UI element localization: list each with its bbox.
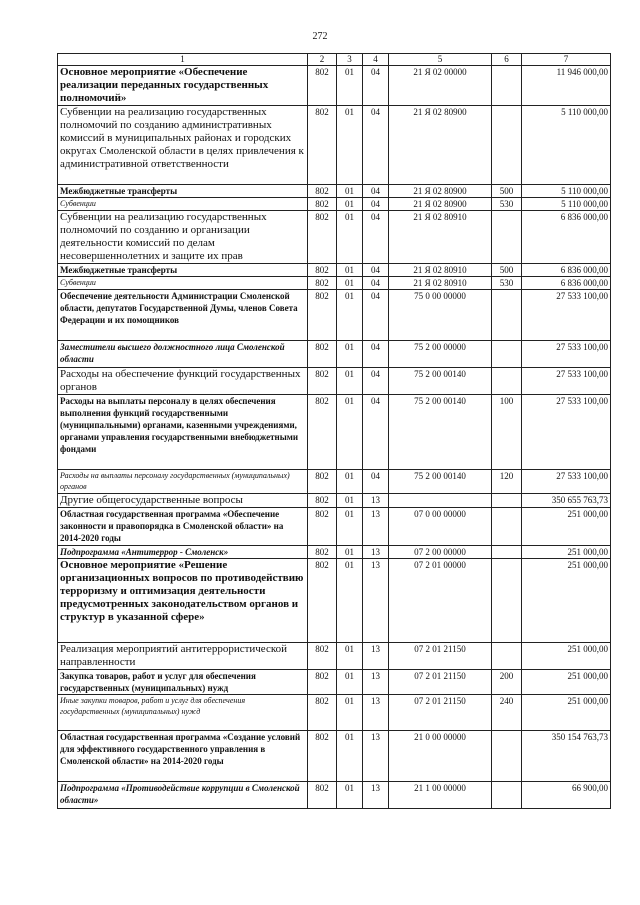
cell-target-item: 21 Я 02 80900	[389, 198, 492, 211]
cell-expense-type: 240	[492, 695, 522, 731]
cell-section: 01	[337, 731, 363, 782]
table-row	[58, 731, 611, 782]
table-row	[58, 106, 611, 185]
cell-amount: 5 110 000,00	[522, 185, 611, 198]
header-cell: 3	[337, 54, 363, 66]
cell-subsection: 04	[363, 198, 389, 211]
cell-target-item: 07 2 01 00000	[389, 559, 492, 643]
cell-target-item: 75 2 00 00140	[389, 395, 492, 470]
cell-expense-type	[492, 559, 522, 643]
budget-table	[57, 53, 611, 809]
row-name-cell: Подпрограмма «Антитеррор - Смоленск»	[58, 546, 308, 559]
cell-amount: 27 533 100,00	[522, 368, 611, 395]
header-cell: 6	[492, 54, 522, 66]
cell-chapter: 802	[308, 670, 337, 695]
cell-subsection: 04	[363, 66, 389, 106]
cell-subsection: 04	[363, 106, 389, 185]
table-row	[58, 695, 611, 731]
cell-section: 01	[337, 211, 363, 264]
cell-subsection: 04	[363, 277, 389, 290]
cell-target-item: 21 Я 02 80900	[389, 185, 492, 198]
cell-amount: 6 836 000,00	[522, 264, 611, 277]
cell-section: 01	[337, 494, 363, 508]
cell-subsection: 04	[363, 395, 389, 470]
cell-expense-type	[492, 368, 522, 395]
table-row	[58, 290, 611, 341]
cell-chapter: 802	[308, 106, 337, 185]
cell-section: 01	[337, 670, 363, 695]
cell-section: 01	[337, 782, 363, 809]
row-name-cell: Другие общегосударственные вопросы	[58, 494, 308, 508]
table-row	[58, 559, 611, 643]
table-row	[58, 368, 611, 395]
cell-target-item: 75 0 00 00000	[389, 290, 492, 341]
row-name-cell: Основное мероприятие «Решение организационных вопросов по противодействию терроризму и оптимизация деятельности предусмотренных законодательством органов и структур в указанной сфере»	[58, 559, 308, 643]
table-row	[58, 341, 611, 368]
cell-section: 01	[337, 546, 363, 559]
cell-target-item: 21 Я 02 00000	[389, 66, 492, 106]
cell-amount: 251 000,00	[522, 643, 611, 670]
cell-target-item: 07 2 01 21150	[389, 643, 492, 670]
cell-expense-type	[492, 211, 522, 264]
cell-section: 01	[337, 290, 363, 341]
cell-chapter: 802	[308, 290, 337, 341]
cell-section: 01	[337, 470, 363, 494]
row-name-cell: Реализация мероприятий антитеррористической направленности	[58, 643, 308, 670]
row-name-cell: Обеспечение деятельности Администрации Смоленской области, депутатов Государственной Думы, членов Совета Федерации и их помощников	[58, 290, 308, 341]
row-name-cell: Расходы на обеспечение функций государственных органов	[58, 368, 308, 395]
header-cell: 2	[308, 54, 337, 66]
cell-section: 01	[337, 106, 363, 185]
cell-section: 01	[337, 185, 363, 198]
cell-subsection: 13	[363, 670, 389, 695]
cell-section: 01	[337, 508, 363, 546]
cell-subsection: 13	[363, 559, 389, 643]
cell-chapter: 802	[308, 643, 337, 670]
cell-expense-type	[492, 290, 522, 341]
cell-chapter: 802	[308, 368, 337, 395]
cell-target-item: 21 Я 02 80900	[389, 106, 492, 185]
cell-chapter: 802	[308, 731, 337, 782]
header-cell: 4	[363, 54, 389, 66]
table-row	[58, 670, 611, 695]
cell-expense-type: 500	[492, 264, 522, 277]
cell-chapter: 802	[308, 559, 337, 643]
cell-subsection: 13	[363, 643, 389, 670]
cell-section: 01	[337, 264, 363, 277]
cell-target-item: 07 2 01 21150	[389, 695, 492, 731]
cell-subsection: 13	[363, 695, 389, 731]
cell-expense-type: 500	[492, 185, 522, 198]
row-name-cell: Субвенции	[58, 277, 308, 290]
cell-chapter: 802	[308, 341, 337, 368]
cell-subsection: 13	[363, 782, 389, 809]
table-row	[58, 198, 611, 211]
cell-subsection: 13	[363, 546, 389, 559]
cell-expense-type: 200	[492, 670, 522, 695]
cell-amount: 27 533 100,00	[522, 395, 611, 470]
row-name-cell: Межбюджетные трансферты	[58, 264, 308, 277]
cell-amount: 251 000,00	[522, 559, 611, 643]
cell-chapter: 802	[308, 695, 337, 731]
cell-expense-type	[492, 106, 522, 185]
row-name-cell: Расходы на выплаты персоналу государственных (муниципальных) органов	[58, 470, 308, 494]
cell-subsection: 04	[363, 264, 389, 277]
row-name-cell: Субвенции на реализацию государственных полномочий по созданию административных комиссий в муниципальных районах и городских округах Смоленской области в целях привлечения к административной ответственности	[58, 106, 308, 185]
cell-subsection: 04	[363, 185, 389, 198]
cell-subsection: 04	[363, 470, 389, 494]
cell-target-item: 07 2 00 00000	[389, 546, 492, 559]
row-name-cell: Подпрограмма «Противодействие коррупции в Смоленской области»	[58, 782, 308, 809]
cell-expense-type: 120	[492, 470, 522, 494]
cell-chapter: 802	[308, 66, 337, 106]
cell-amount: 6 836 000,00	[522, 211, 611, 264]
table-row	[58, 277, 611, 290]
page-number: 272	[312, 31, 328, 42]
cell-subsection: 04	[363, 368, 389, 395]
cell-amount: 251 000,00	[522, 508, 611, 546]
cell-expense-type: 530	[492, 198, 522, 211]
cell-amount: 11 946 000,00	[522, 66, 611, 106]
cell-chapter: 802	[308, 395, 337, 470]
cell-expense-type	[492, 782, 522, 809]
cell-expense-type: 100	[492, 395, 522, 470]
cell-target-item: 21 0 00 00000	[389, 731, 492, 782]
cell-amount: 27 533 100,00	[522, 341, 611, 368]
cell-target-item: 75 2 00 00140	[389, 470, 492, 494]
cell-expense-type: 530	[492, 277, 522, 290]
cell-section: 01	[337, 198, 363, 211]
table-row	[58, 494, 611, 508]
cell-chapter: 802	[308, 546, 337, 559]
cell-section: 01	[337, 368, 363, 395]
cell-chapter: 802	[308, 264, 337, 277]
row-name-cell: Закупка товаров, работ и услуг для обеспечения государственных (муниципальных) нужд	[58, 670, 308, 695]
cell-amount: 251 000,00	[522, 670, 611, 695]
cell-expense-type	[492, 731, 522, 782]
cell-expense-type	[492, 508, 522, 546]
row-name-cell: Областная государственная программа «Обеспечение законности и правопорядка в Смоленской области» на 2014-2020 годы	[58, 508, 308, 546]
row-name-cell: Субвенции	[58, 198, 308, 211]
row-name-cell: Областная государственная программа «Создание условий для эффективного государственного управления в Смоленской области» на 2014-2020 годы	[58, 731, 308, 782]
cell-subsection: 13	[363, 731, 389, 782]
cell-expense-type	[492, 643, 522, 670]
cell-target-item: 75 2 00 00000	[389, 341, 492, 368]
cell-amount: 27 533 100,00	[522, 290, 611, 341]
cell-section: 01	[337, 695, 363, 731]
cell-chapter: 802	[308, 198, 337, 211]
header-cell: 7	[522, 54, 611, 66]
table-row	[58, 782, 611, 809]
table-row	[58, 66, 611, 106]
cell-amount: 251 000,00	[522, 546, 611, 559]
cell-subsection: 04	[363, 211, 389, 264]
row-name-cell: Заместители высшего должностного лица Смоленской области	[58, 341, 308, 368]
cell-amount: 350 655 763,73	[522, 494, 611, 508]
table-row	[58, 211, 611, 264]
table-row	[58, 546, 611, 559]
cell-amount: 5 110 000,00	[522, 198, 611, 211]
table-row	[58, 470, 611, 494]
cell-chapter: 802	[308, 508, 337, 546]
header-cell: 1	[58, 54, 308, 66]
cell-expense-type	[492, 494, 522, 508]
table-row	[58, 264, 611, 277]
row-name-cell: Расходы на выплаты персоналу в целях обеспечения выполнения функций государственными (муниципальными) органами, казенными учреждениями, органами управления государственными внебюджетными фондами	[58, 395, 308, 470]
cell-chapter: 802	[308, 185, 337, 198]
cell-amount: 251 000,00	[522, 695, 611, 731]
table-row	[58, 508, 611, 546]
cell-amount: 350 154 763,73	[522, 731, 611, 782]
cell-section: 01	[337, 66, 363, 106]
cell-section: 01	[337, 277, 363, 290]
cell-target-item: 21 Я 02 80910	[389, 264, 492, 277]
cell-amount: 6 836 000,00	[522, 277, 611, 290]
cell-target-item: 21 Я 02 80910	[389, 277, 492, 290]
cell-expense-type	[492, 66, 522, 106]
cell-target-item: 75 2 00 00140	[389, 368, 492, 395]
cell-target-item: 21 Я 02 80910	[389, 211, 492, 264]
cell-target-item: 07 0 00 00000	[389, 508, 492, 546]
cell-amount: 27 533 100,00	[522, 470, 611, 494]
cell-subsection: 04	[363, 290, 389, 341]
cell-subsection: 13	[363, 494, 389, 508]
cell-chapter: 802	[308, 782, 337, 809]
cell-amount: 5 110 000,00	[522, 106, 611, 185]
header-cell: 5	[389, 54, 492, 66]
header-row	[58, 54, 611, 66]
table-row	[58, 643, 611, 670]
table-row	[58, 185, 611, 198]
cell-subsection: 13	[363, 508, 389, 546]
row-name-cell: Основное мероприятие «Обеспечение реализации переданных государственных полномочий»	[58, 66, 308, 106]
cell-amount: 66 900,00	[522, 782, 611, 809]
cell-subsection: 04	[363, 341, 389, 368]
cell-section: 01	[337, 643, 363, 670]
cell-target-item: 21 1 00 00000	[389, 782, 492, 809]
cell-expense-type	[492, 341, 522, 368]
cell-chapter: 802	[308, 211, 337, 264]
cell-section: 01	[337, 559, 363, 643]
cell-chapter: 802	[308, 470, 337, 494]
cell-target-item: 07 2 01 21150	[389, 670, 492, 695]
row-name-cell: Межбюджетные трансферты	[58, 185, 308, 198]
table-row	[58, 395, 611, 470]
cell-chapter: 802	[308, 494, 337, 508]
cell-section: 01	[337, 395, 363, 470]
cell-target-item	[389, 494, 492, 508]
cell-chapter: 802	[308, 277, 337, 290]
table-body	[58, 66, 611, 809]
row-name-cell: Иные закупки товаров, работ и услуг для обеспечения государственных (муниципальных) нужд	[58, 695, 308, 731]
cell-section: 01	[337, 341, 363, 368]
cell-expense-type	[492, 546, 522, 559]
row-name-cell: Субвенции на реализацию государственных полномочий по созданию и организации деятельности комиссий по делам несовершеннолетних и защите их прав	[58, 211, 308, 264]
